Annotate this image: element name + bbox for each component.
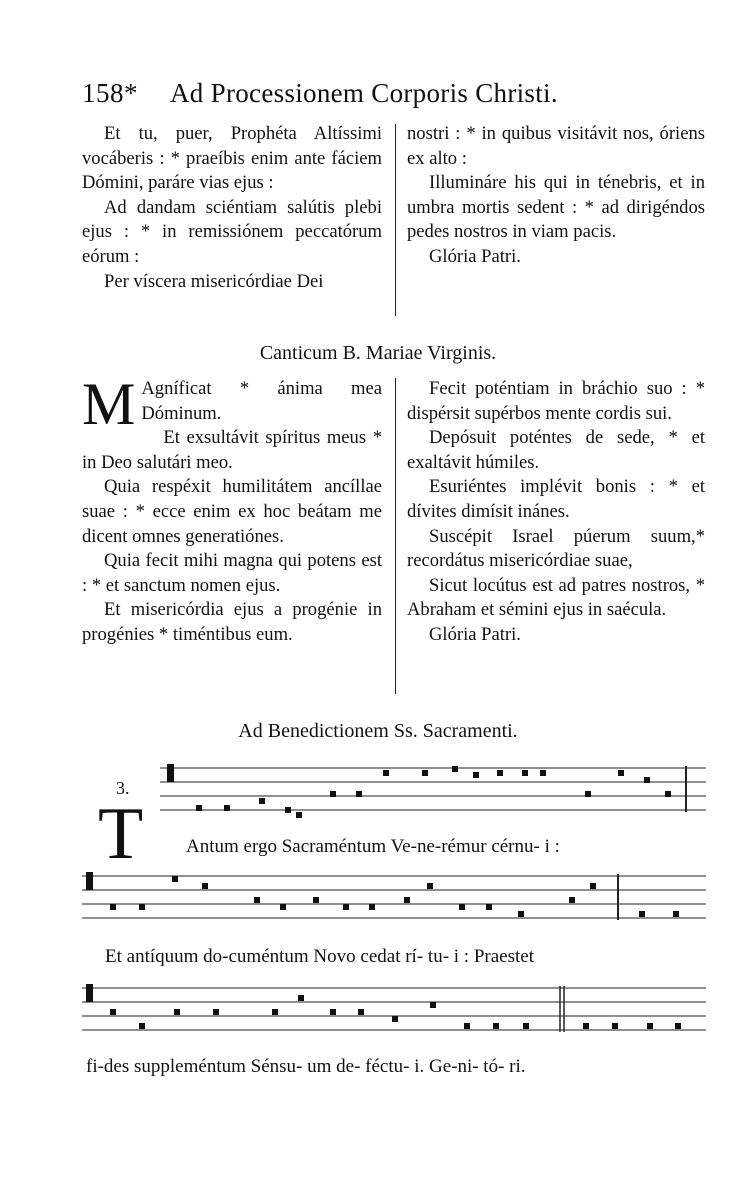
verse: Glória Patri. — [429, 623, 521, 645]
magnificat-left-column — [82, 371, 382, 648]
drop-cap: M — [82, 371, 136, 437]
benedictus-left-column — [82, 122, 382, 294]
benediction-heading: Ad Benedictionem Ss. Sacramenti. — [238, 720, 518, 742]
page-header — [82, 78, 682, 110]
verse: Depósuit poténtes de sede, * et exaltávit húmiles. — [407, 427, 705, 473]
chant-staff-2 — [82, 866, 706, 932]
verse: Et exsultávit spíritus meus * in Deo salutári meo. — [82, 427, 382, 473]
column-divider — [395, 378, 396, 694]
page-title: Ad Processionem Corporis Christi. — [170, 78, 558, 108]
verse: Illumináre his qui in ténebris, et in umbra mortis sedent : * ad dirigéndos pedes nostros in viam pacis. — [407, 172, 705, 243]
benedictus-right-column — [407, 122, 705, 270]
neumes — [86, 872, 679, 917]
initial-letter: T — [98, 793, 144, 875]
chant-staff-3 — [82, 978, 706, 1044]
verse: M Agníficat * ánima mea Dóminum. — [82, 371, 382, 437]
verse: Glória Patri. — [429, 245, 521, 267]
neumes — [86, 984, 681, 1029]
column-divider — [395, 124, 396, 316]
verse: Ad dandam sciéntiam salútis plebi ejus : * in remissiónem peccatórum eórum : — [82, 196, 382, 267]
verse: Et misericórdia ejus a progénie in progénies * timéntibus eum. — [82, 599, 382, 645]
verse: Quia respéxit humilitátem ancíllae suae : * ecce enim ex hoc beátam me dicent omnes generatiónes. — [82, 476, 382, 547]
chant-staff-1 — [160, 760, 706, 826]
lyric-line-3: fi-des suppleméntum Sénsu- um de- féctu- i. Ge-ni- tó- ri. — [86, 1056, 526, 1077]
verse: Per víscera misericórdiae Dei — [104, 270, 324, 292]
mode-number: 3. — [116, 778, 130, 798]
magnificat-right-column — [407, 377, 705, 648]
verse: Fecit poténtiam in bráchio suo : * dispérsit supérbos mente cordis sui. — [407, 378, 705, 424]
magnificat-heading: Canticum B. Mariae Virginis. — [259, 342, 497, 364]
verse: Suscépit Israel púerum suum,* recordátus misericórdiae suae, — [407, 525, 705, 572]
lyric-line-1: Antum ergo Sacraméntum Ve-ne-rémur cérnu- i : — [186, 836, 560, 857]
verse: nostri : * in quibus visitávit nos, óriens ex alto : — [407, 123, 705, 169]
lyric-line-2: Et antíquum do-cuméntum Novo cedat rí- tu- i : Praestet — [105, 946, 534, 967]
verse: Esuriéntes implévit bonis : * et dívites dimísit inánes. — [407, 476, 705, 522]
verse: Quia fecit mihi magna qui potens est : * et sanctum nomen ejus. — [82, 550, 382, 596]
verse: Sicut locútus est ad patres nostros, * Abraham et sémini ejus in saécula. — [407, 574, 705, 621]
page-number: 158* — [82, 78, 138, 108]
verse: Et tu, puer, Prophéta Altíssimi vocáberis : * praeíbis enim ante fáciem Dómini, paráre vias ejus : — [82, 123, 382, 194]
